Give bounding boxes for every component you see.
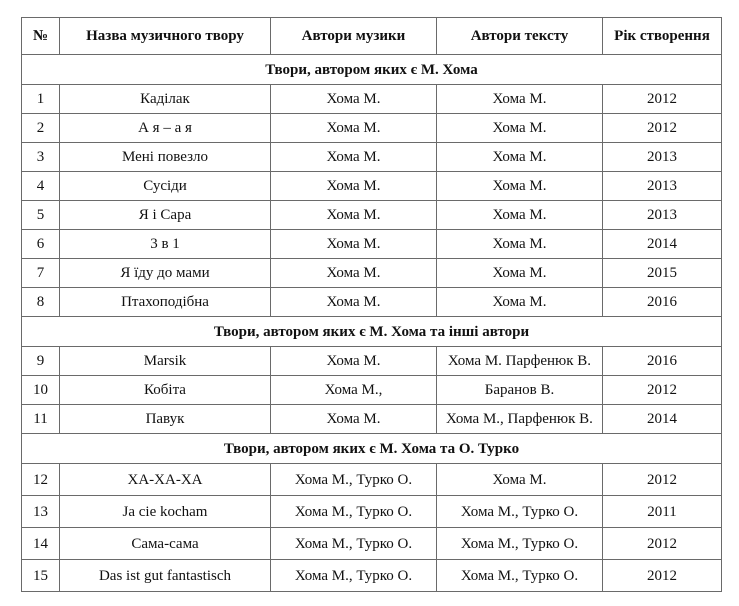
table-row: [22, 230, 722, 259]
cell-num: 11: [22, 405, 60, 434]
cell-music: Хома М.: [271, 230, 437, 259]
cell-year: 2016: [603, 347, 722, 376]
table-row: [22, 143, 722, 172]
cell-title: Я їду до мами: [60, 259, 271, 288]
table-row: [22, 496, 722, 528]
cell-year: 2013: [603, 201, 722, 230]
cell-music: Хома М.: [271, 143, 437, 172]
cell-text: Хома М.: [437, 464, 603, 496]
cell-music: Хома М.: [271, 405, 437, 434]
cell-year: 2013: [603, 143, 722, 172]
table-row: [22, 376, 722, 405]
cell-num: 3: [22, 143, 60, 172]
cell-year: 2015: [603, 259, 722, 288]
cell-year: 2011: [603, 496, 722, 528]
header-title: Назва музичного твору: [60, 18, 271, 55]
cell-music: Хома М.: [271, 288, 437, 317]
cell-music: Хома М.: [271, 114, 437, 143]
cell-text: Хома М., Турко О.: [437, 528, 603, 560]
header-year: Рік створення: [603, 18, 722, 55]
cell-year: 2013: [603, 172, 722, 201]
cell-music: Хома М.: [271, 259, 437, 288]
cell-num: 13: [22, 496, 60, 528]
cell-text: Хома М.: [437, 288, 603, 317]
table-row: [22, 528, 722, 560]
cell-text: Хома М.: [437, 85, 603, 114]
group-title: Твори, автором яких є М. Хома та інші автори: [22, 317, 722, 347]
cell-year: 2014: [603, 405, 722, 434]
cell-num: 2: [22, 114, 60, 143]
table-row: [22, 464, 722, 496]
group-title: Твори, автором яких є М. Хома та О. Турко: [22, 434, 722, 464]
table-row: [22, 201, 722, 230]
cell-text: Хома М.: [437, 114, 603, 143]
cell-title: Птахоподібна: [60, 288, 271, 317]
cell-num: 6: [22, 230, 60, 259]
cell-title: Мені повезло: [60, 143, 271, 172]
cell-year: 2012: [603, 528, 722, 560]
cell-title: Сама-сама: [60, 528, 271, 560]
group-header-row: [22, 434, 722, 464]
header-music: Автори музики: [271, 18, 437, 55]
cell-title: ХА-ХА-ХА: [60, 464, 271, 496]
cell-num: 1: [22, 85, 60, 114]
header-row: [22, 18, 722, 55]
cell-text: Хома М.: [437, 230, 603, 259]
cell-title: Павук: [60, 405, 271, 434]
cell-num: 14: [22, 528, 60, 560]
cell-year: 2012: [603, 114, 722, 143]
cell-text: Хома М., Парфенюк В.: [437, 405, 603, 434]
cell-num: 7: [22, 259, 60, 288]
table-row: [22, 347, 722, 376]
table-row: [22, 114, 722, 143]
header-num: №: [22, 18, 60, 55]
cell-music: Хома М.: [271, 85, 437, 114]
cell-title: Кобіта: [60, 376, 271, 405]
cell-text: Баранов В.: [437, 376, 603, 405]
songs-table: [21, 17, 722, 592]
cell-num: 15: [22, 560, 60, 592]
cell-year: 2012: [603, 464, 722, 496]
cell-music: Хома М., Турко О.: [271, 560, 437, 592]
cell-year: 2014: [603, 230, 722, 259]
cell-num: 5: [22, 201, 60, 230]
cell-title: Сусіди: [60, 172, 271, 201]
cell-title: Я і Сара: [60, 201, 271, 230]
cell-music: Хома М., Турко О.: [271, 496, 437, 528]
cell-music: Хома М., Турко О.: [271, 464, 437, 496]
cell-text: Хома М.: [437, 259, 603, 288]
cell-num: 4: [22, 172, 60, 201]
cell-title: А я – а я: [60, 114, 271, 143]
table-row: [22, 560, 722, 592]
group-header-row: [22, 55, 722, 85]
table-row: [22, 85, 722, 114]
cell-num: 10: [22, 376, 60, 405]
table-row: [22, 259, 722, 288]
cell-text: Хома М., Турко О.: [437, 560, 603, 592]
cell-text: Хома М.: [437, 201, 603, 230]
cell-title: Das ist gut fantastisch: [60, 560, 271, 592]
cell-title: Ja cie kocham: [60, 496, 271, 528]
cell-year: 2012: [603, 85, 722, 114]
table-row: [22, 405, 722, 434]
cell-music: Хома М.: [271, 347, 437, 376]
table-row: [22, 172, 722, 201]
cell-title: Marsik: [60, 347, 271, 376]
group-title: Твори, автором яких є М. Хома: [22, 55, 722, 85]
cell-music: Хома М.,: [271, 376, 437, 405]
cell-year: 2012: [603, 376, 722, 405]
cell-text: Хома М. Парфенюк В.: [437, 347, 603, 376]
cell-music: Хома М., Турко О.: [271, 528, 437, 560]
cell-title: Каділак: [60, 85, 271, 114]
cell-text: Хома М., Турко О.: [437, 496, 603, 528]
header-text: Автори тексту: [437, 18, 603, 55]
cell-text: Хома М.: [437, 172, 603, 201]
cell-num: 12: [22, 464, 60, 496]
cell-year: 2016: [603, 288, 722, 317]
cell-year: 2012: [603, 560, 722, 592]
cell-title: 3 в 1: [60, 230, 271, 259]
cell-text: Хома М.: [437, 143, 603, 172]
cell-num: 8: [22, 288, 60, 317]
table-row: [22, 288, 722, 317]
cell-music: Хома М.: [271, 172, 437, 201]
cell-music: Хома М.: [271, 201, 437, 230]
cell-num: 9: [22, 347, 60, 376]
group-header-row: [22, 317, 722, 347]
